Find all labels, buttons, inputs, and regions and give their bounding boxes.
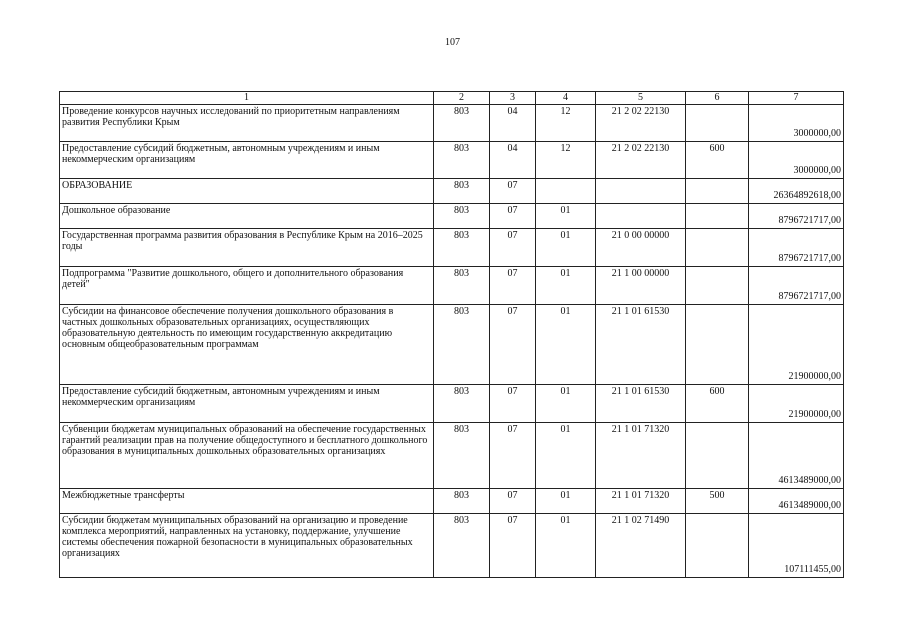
cell-target-article: 21 2 02 22130 bbox=[596, 142, 686, 179]
cell-code: 803 bbox=[434, 385, 490, 423]
table-row bbox=[60, 142, 844, 179]
cell-amount: 21900000,00 bbox=[749, 305, 844, 385]
cell-expense-type bbox=[686, 179, 749, 204]
budget-table bbox=[59, 91, 844, 578]
cell-code: 803 bbox=[434, 423, 490, 489]
column-header: 2 bbox=[434, 92, 490, 105]
cell-subsection: 01 bbox=[536, 267, 596, 305]
cell-subsection: 01 bbox=[536, 423, 596, 489]
column-header: 7 bbox=[749, 92, 844, 105]
cell-section: 07 bbox=[490, 385, 536, 423]
table-row bbox=[60, 514, 844, 578]
cell-amount: 4613489000,00 bbox=[749, 423, 844, 489]
cell-expense-type: 500 bbox=[686, 489, 749, 514]
cell-code: 803 bbox=[434, 105, 490, 142]
cell-amount: 3000000,00 bbox=[749, 142, 844, 179]
row-name: ОБРАЗОВАНИЕ bbox=[60, 179, 434, 204]
cell-section: 04 bbox=[490, 142, 536, 179]
column-header: 4 bbox=[536, 92, 596, 105]
cell-amount: 107111455,00 bbox=[749, 514, 844, 578]
table-row bbox=[60, 105, 844, 142]
cell-subsection: 01 bbox=[536, 305, 596, 385]
table-row bbox=[60, 267, 844, 305]
table-row bbox=[60, 385, 844, 423]
cell-amount: 26364892618,00 bbox=[749, 179, 844, 204]
cell-code: 803 bbox=[434, 142, 490, 179]
cell-subsection: 12 bbox=[536, 142, 596, 179]
page-number: 107 bbox=[445, 37, 460, 48]
cell-amount: 8796721717,00 bbox=[749, 229, 844, 267]
cell-section: 07 bbox=[490, 229, 536, 267]
cell-subsection: 12 bbox=[536, 105, 596, 142]
cell-subsection: 01 bbox=[536, 489, 596, 514]
cell-expense-type bbox=[686, 105, 749, 142]
row-name: Дошкольное образование bbox=[60, 204, 434, 229]
table-row bbox=[60, 179, 844, 204]
cell-expense-type: 600 bbox=[686, 385, 749, 423]
cell-code: 803 bbox=[434, 305, 490, 385]
cell-code: 803 bbox=[434, 514, 490, 578]
cell-amount: 4613489000,00 bbox=[749, 489, 844, 514]
cell-section: 07 bbox=[490, 514, 536, 578]
cell-target-article: 21 2 02 22130 bbox=[596, 105, 686, 142]
cell-expense-type bbox=[686, 204, 749, 229]
cell-section: 04 bbox=[490, 105, 536, 142]
cell-section: 07 bbox=[490, 179, 536, 204]
table-row bbox=[60, 204, 844, 229]
table-header-row bbox=[60, 92, 844, 105]
cell-target-article: 21 1 01 61530 bbox=[596, 385, 686, 423]
cell-subsection: 01 bbox=[536, 385, 596, 423]
cell-section: 07 bbox=[490, 267, 536, 305]
cell-code: 803 bbox=[434, 267, 490, 305]
cell-subsection: 01 bbox=[536, 204, 596, 229]
cell-expense-type bbox=[686, 514, 749, 578]
cell-amount: 3000000,00 bbox=[749, 105, 844, 142]
cell-amount: 8796721717,00 bbox=[749, 204, 844, 229]
cell-expense-type bbox=[686, 267, 749, 305]
row-name: Предоставление субсидий бюджетным, автономным учреждениям и иным некоммерческим организациям bbox=[60, 385, 434, 423]
cell-target-article: 21 1 00 00000 bbox=[596, 267, 686, 305]
cell-amount: 8796721717,00 bbox=[749, 267, 844, 305]
cell-target-article: 21 0 00 00000 bbox=[596, 229, 686, 267]
cell-expense-type bbox=[686, 229, 749, 267]
cell-expense-type: 600 bbox=[686, 142, 749, 179]
column-header: 1 bbox=[60, 92, 434, 105]
cell-subsection: 01 bbox=[536, 514, 596, 578]
cell-section: 07 bbox=[490, 423, 536, 489]
cell-section: 07 bbox=[490, 305, 536, 385]
cell-amount: 21900000,00 bbox=[749, 385, 844, 423]
cell-code: 803 bbox=[434, 489, 490, 514]
row-name: Субвенции бюджетам муниципальных образований на обеспечение государственных гарантий реализации прав на получение общедоступного и бесплатного дошкольного образования в муниципальных дошкольных образовательных организациях bbox=[60, 423, 434, 489]
column-header: 3 bbox=[490, 92, 536, 105]
column-header: 5 bbox=[596, 92, 686, 105]
cell-expense-type bbox=[686, 305, 749, 385]
row-name: Предоставление субсидий бюджетным, автономным учреждениям и иным некоммерческим организациям bbox=[60, 142, 434, 179]
cell-target-article: 21 1 01 71320 bbox=[596, 423, 686, 489]
table-row bbox=[60, 229, 844, 267]
table-row bbox=[60, 423, 844, 489]
cell-subsection bbox=[536, 179, 596, 204]
cell-target-article bbox=[596, 204, 686, 229]
row-name: Государственная программа развития образования в Республике Крым на 2016–2025 годы bbox=[60, 229, 434, 267]
cell-target-article: 21 1 01 61530 bbox=[596, 305, 686, 385]
cell-target-article: 21 1 02 71490 bbox=[596, 514, 686, 578]
cell-code: 803 bbox=[434, 179, 490, 204]
row-name: Проведение конкурсов научных исследований по приоритетным направлениям развития Республики Крым bbox=[60, 105, 434, 142]
row-name: Подпрограмма "Развитие дошкольного, общего и дополнительного образования детей" bbox=[60, 267, 434, 305]
row-name: Субсидии бюджетам муниципальных образований на организацию и проведение комплекса мероприятий, направленных на установку, поддержание, улучшение системы обеспечения пожарной безопасности в муниципальных образовательных организациях bbox=[60, 514, 434, 578]
row-name: Субсидии на финансовое обеспечение получения дошкольного образования в частных дошкольных образовательных организациях, осуществляющих образовательную деятельность по имеющим государственную аккредитацию основным общеобразовательным программам bbox=[60, 305, 434, 385]
cell-target-article: 21 1 01 71320 bbox=[596, 489, 686, 514]
column-header: 6 bbox=[686, 92, 749, 105]
cell-code: 803 bbox=[434, 204, 490, 229]
cell-expense-type bbox=[686, 423, 749, 489]
cell-code: 803 bbox=[434, 229, 490, 267]
cell-section: 07 bbox=[490, 204, 536, 229]
table-row bbox=[60, 489, 844, 514]
row-name: Межбюджетные трансферты bbox=[60, 489, 434, 514]
cell-target-article bbox=[596, 179, 686, 204]
cell-section: 07 bbox=[490, 489, 536, 514]
table-row bbox=[60, 305, 844, 385]
cell-subsection: 01 bbox=[536, 229, 596, 267]
